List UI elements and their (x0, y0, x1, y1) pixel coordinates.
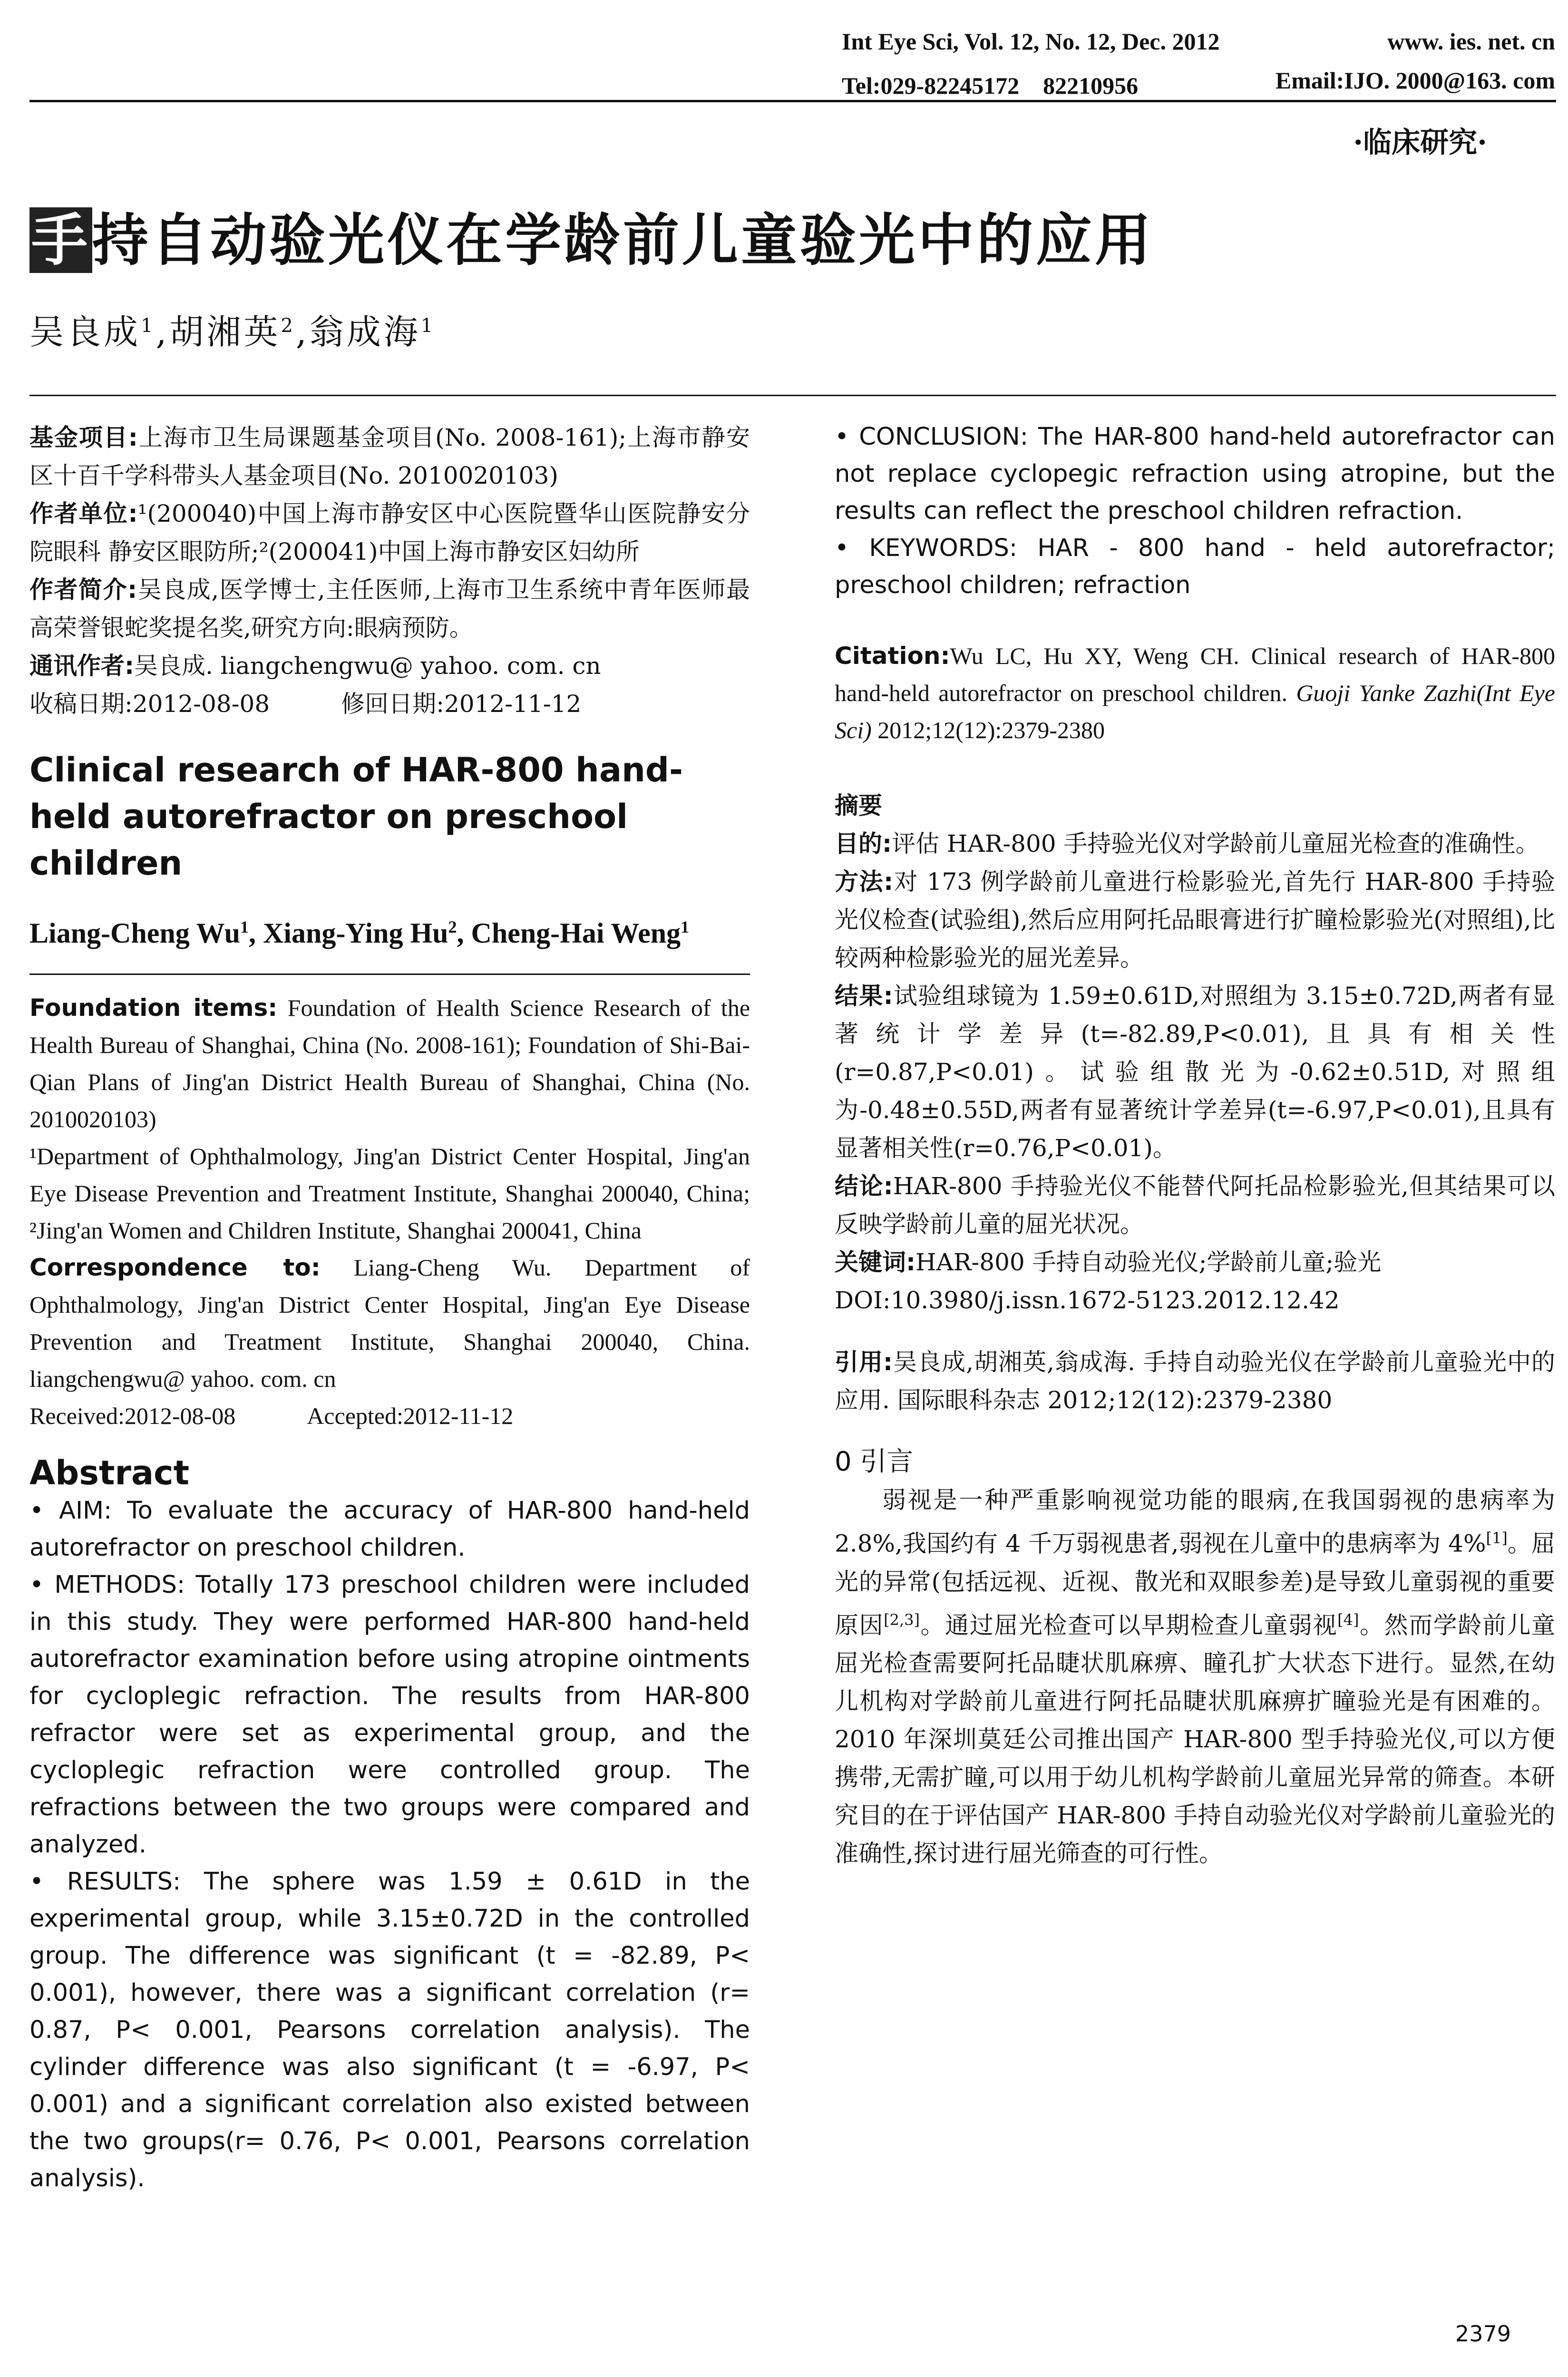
correspondence-en: Correspondence to: Liang-Cheng Wu. Department of Ophthalmology, Jing'an District Center Hospital, Jing'an Eye Disease Prevention and Treatment Institute, Shanghai 200040, China. liangchengwu@ yahoo. com. cn (29, 1254, 750, 1392)
abstract-en-cont (835, 419, 1555, 604)
title-drop-char: 手 (29, 207, 92, 273)
abstract-cn-aim: 目的:评估 HAR-800 手持验光仪对学龄前儿童屈光检查的准确性。 (835, 830, 1539, 857)
journal-email[interactable]: Email:IJO. 2000@163. com (1275, 67, 1555, 94)
abstract-heading: Abstract (29, 1453, 190, 1492)
affiliation-en: ¹Department of Ophthalmology, Jing'an District Center Hospital, Jing'an Eye Disease Prevention and Treatment Institute, Shanghai 200040, China; ²Jing'an Women and Children Institute, Shanghai 200041, China (29, 1143, 750, 1244)
foundation-en: Foundation items: Foundation of Health Science Research of the Health Bureau of Shanghai, China (No. 2008-161); Foundation of Shi-Bai-Qian Plans of Jing'an District Health Bureau of Shanghai, China (No. 2010020103) (29, 994, 750, 1132)
cn-meta-block (29, 419, 750, 723)
english-title: Clinical research of HAR-800 hand-held autorefractor on preschool children (29, 750, 683, 883)
author-name: 翁成海 (309, 312, 421, 352)
abstract-en (29, 1492, 750, 2197)
abstract-cn (835, 787, 1555, 1872)
author-list-en: Liang-Cheng Wu$^1$, Xiang-Ying Hu$^2$, Cheng-Hai Weng$^1$ (29, 917, 690, 949)
doi[interactable]: DOI:10.3980/j.issn.1672-5123.2012.12.42 (835, 1286, 1340, 1314)
journal-tel: Tel:029-82245172 82210956 (842, 72, 1139, 99)
title-rule (29, 395, 1556, 396)
header-rule (29, 100, 1556, 102)
reference-link[interactable]: [2,3] (884, 1610, 920, 1629)
page-number: 2379 (1455, 2321, 1511, 2347)
abstract-cn-keywords: 关键词:HAR-800 手持自动验光仪;学龄前儿童;验光 (835, 1248, 1382, 1276)
en-meta-block (29, 989, 750, 1434)
abstract-results: • RESULTS: The sphere was 1.59 ± 0.61D in the experimental group, while 3.15±0.72D in the controlled group. The difference was significant (t = -82.89, P< 0.001), however, there was a significant correlation (r= 0.87, P< 0.001, Pearsons correlation analysis). The cylinder difference was also significant (t = -6.97, P< 0.001) and a significant correlation also existed between the two groups(r= 0.76, P< 0.001, Pearsons correlation analysis). (29, 1868, 750, 2192)
title-rest: 持自动验光仪在学龄前儿童验光中的应用 (92, 207, 1154, 273)
left-column (29, 419, 750, 2197)
author-list-cn: 吴良成$^1$,胡湘英$^2$,翁成海$^1$ (29, 312, 436, 352)
correspondence-cn: 通讯作者:吴良成. liangchengwu@ yahoo. com. cn (29, 652, 601, 680)
journal-header-line (842, 28, 1555, 55)
author-name: 胡湘英 (169, 312, 281, 352)
reference-link[interactable]: [1] (1486, 1529, 1508, 1547)
dates-cn: 收稿日期:2012-08-08 修回日期:2012-11-12 (29, 690, 582, 718)
reference-link[interactable]: [4] (1337, 1610, 1359, 1629)
article-title (29, 195, 1154, 276)
intro-paragraph: 弱视是一种严重影响视觉功能的眼病,在我国弱视的患病率为 2.8%,我国约有 4 千万弱视患者,弱视在儿童中的患病率为 4%[1]。屈光的异常(包括远视、近视、散光和双眼参差)是导致儿童弱视的重要原因[2,3]。通过屈光检查可以早期检查儿童弱视[4]。然而学龄前儿童屈光检查需要阿托品睫状肌麻痹、瞳孔扩大状态下进行。显然,在幼儿机构对学龄前儿童进行阿托品睫状肌麻痹扩瞳验光是有困难的。2010 年深圳莫廷公司推出国产 HAR-800 型手持验光仪,可以方便携带,无需扩瞳,可以用于幼儿机构学龄前儿童屈光异常的筛查。本研究目的在于评估国产 HAR-800 手持自动验光仪对学龄前儿童验光的准确性,探讨进行屈光筛查的可行性。 (835, 1486, 1556, 1868)
abstract-conclusion: • CONCLUSION: The HAR-800 hand-held autorefractor can not replace cyclopegic refraction using atropine, but the results can reflect the preschool children refraction. (835, 423, 1555, 525)
journal-citation: Int Eye Sci, Vol. 12, No. 12, Dec. 2012 (842, 28, 1220, 55)
dates-en: Received:2012-08-08 Accepted:2012-11-12 (29, 1403, 514, 1429)
foundation-cn: 基金项目:上海市卫生局课题基金项目(No. 2008-161);上海市静安区十百千学科带头人基金项目(No. 2010020103) (29, 424, 750, 489)
citation-en: Citation:Wu LC, Hu XY, Weng CH. Clinical research of HAR-800 hand-held autorefractor on preschool children. Guoji Yanke Zazhi(Int Eye Sci) 2012;12(12):2379-2380 (835, 642, 1555, 743)
author-bio-cn: 作者简介:吴良成,医学博士,主任医师,上海市卫生系统中青年医师最高荣誉银蛇奖提名奖,研究方向:眼病预防。 (29, 576, 750, 642)
abstract-methods: • METHODS: Totally 173 preschool children were included in this study. They were performed HAR-800 hand-held autorefractor examination before using atropine ointments for cycloplegic refraction. The results from HAR-800 refractor were set as experimental group, and the cycloplegic refraction were controlled group. The refractions between the two groups were compared and analyzed. (29, 1571, 750, 1859)
abstract-aim: • AIM: To evaluate the accuracy of HAR-800 hand-held autorefractor on preschool children. (29, 1497, 750, 1562)
journal-contact-line (842, 67, 1555, 101)
abstract-cn-conclusion: 结论:HAR-800 手持验光仪不能替代阿托品检影验光,但其结果可以反映学龄前儿童的屈光状况。 (835, 1172, 1555, 1238)
author-name: 吴良成 (29, 312, 141, 352)
journal-website[interactable]: www. ies. net. cn (1387, 28, 1555, 55)
section-tag: ·临床研究· (1353, 126, 1487, 159)
abstract-keywords: • KEYWORDS: HAR - 800 hand - held autorefractor; preschool children; refraction (835, 534, 1555, 599)
abstract-cn-methods: 方法:对 173 例学龄前儿童进行检影验光,首先行 HAR-800 手持验光仪检查(试验组),然后应用阿托品眼膏进行扩瞳检影验光(对照组),比较两种检影验光的屈光差异。 (835, 868, 1555, 972)
zhaiyao-heading: 摘要 (835, 792, 882, 819)
right-column (835, 419, 1555, 1872)
citation-cn: 引用:吴良成,胡湘英,翁成海. 手持自动验光仪在学龄前儿童验光中的应用. 国际眼科杂志 2012;12(12):2379-2380 (835, 1348, 1555, 1414)
abstract-cn-results: 结果:试验组球镜为 1.59±0.61D,对照组为 3.15±0.72D,两者有显著统计学差异(t=-82.89,P<0.01),且具有相关性(r=0.87,P<0.01)。试验组散光为-0.62±0.51D,对照组为-0.48±0.55D,两者有显著统计学差异(t=-6.97,P<0.01),且具有显著相关性(r=0.76,P<0.01)。 (835, 982, 1555, 1162)
affiliation-cn: 作者单位:¹(200040)中国上海市静安区中心医院暨华山医院静安分院眼科 静安区眼防所;²(200041)中国上海市静安区妇幼所 (29, 500, 750, 565)
intro-heading: 0 引言 (835, 1446, 914, 1477)
